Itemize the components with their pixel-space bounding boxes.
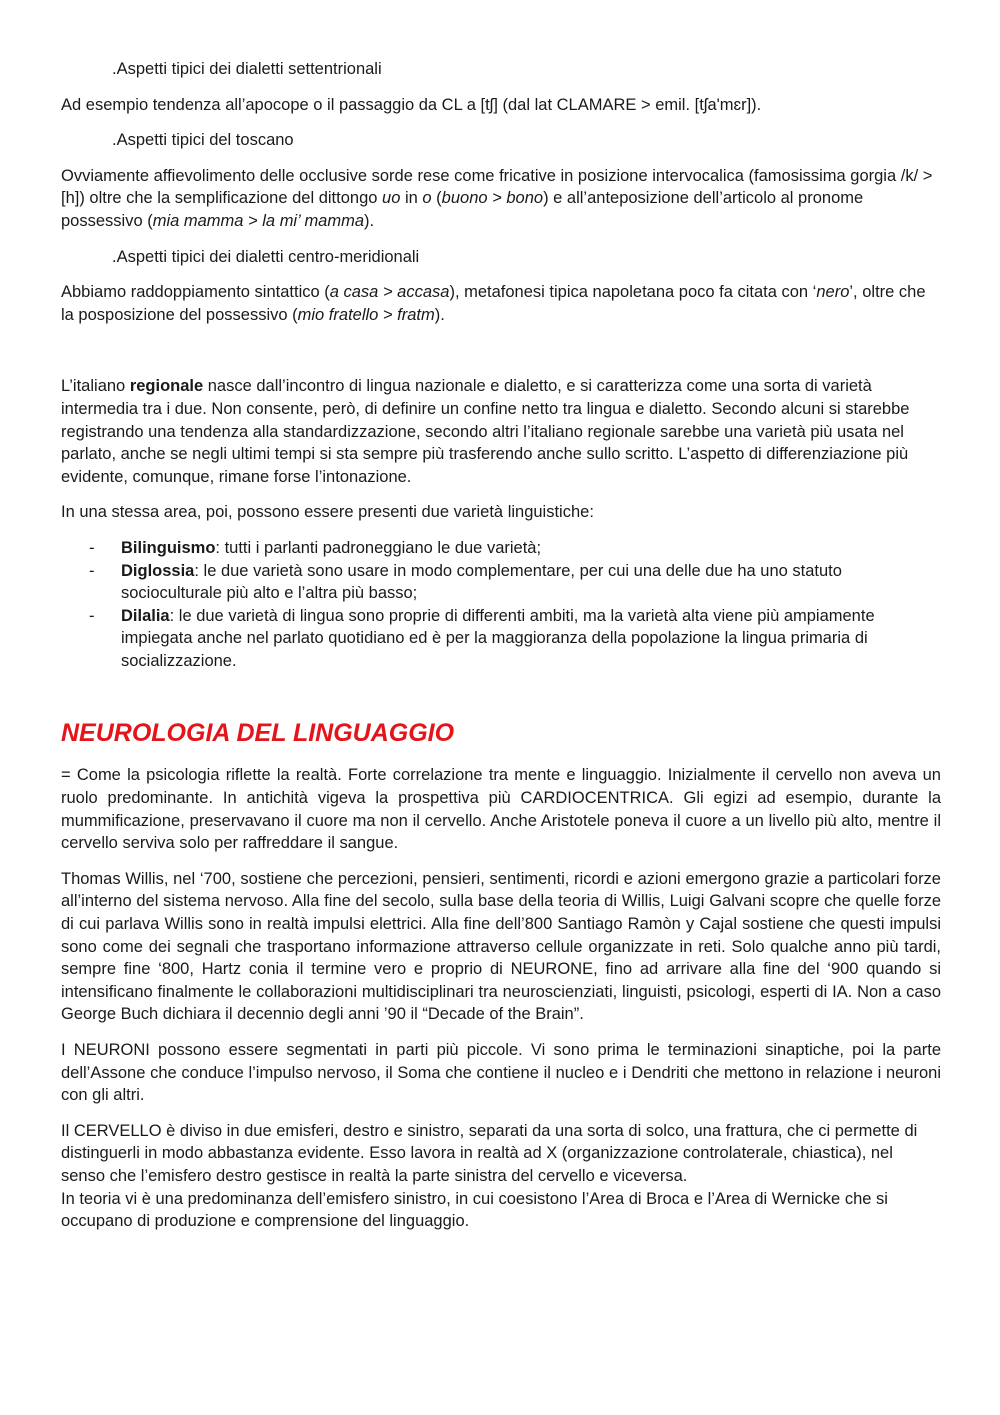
paragraph-varieta-intro: In una stessa area, poi, possono essere presenti due varietà linguistiche:: [61, 503, 594, 522]
text-run: Ovviamente affievolimento delle occlusive sorde rese come fricative in posizione intervocalica (famosissima gorgia /k/ > [h]) oltre che la semplificazione del dittongo: [61, 166, 933, 208]
text-run: ’, oltre che la posposizione del possessivo (: [61, 283, 926, 324]
italic-run: uo: [382, 189, 401, 208]
list-desc: : tutti i parlanti padroneggiano le due varietà;: [215, 538, 542, 557]
list-dash: -: [89, 606, 95, 625]
subheading-settentrionali: .Aspetti tipici dei dialetti settentrionali: [112, 60, 382, 78]
text-run: (: [431, 189, 442, 208]
paragraph-cervello: Il CERVELLO è diviso in due emisferi, destro e sinistro, separati da una sorta di solco, una frattura, che ci permette di distinguerli in modo abbastanza evidente. Esso lavora in realtà ad X (organizzazione controlaterale, chiastica), nel senso che l’emisfero destro gestisce in realtà la parte sinistra del cervello e viceversa.: [61, 1121, 918, 1185]
list-term: Bilinguismo: [121, 538, 216, 557]
italic-run: nero: [816, 283, 850, 302]
document-page: [61, 58, 941, 1246]
paragraph-centro-meridionali: [61, 281, 941, 326]
paragraph-toscano: [61, 165, 941, 233]
text-run: nasce dall’incontro di lingua nazionale e dialetto, e si caratterizza come una sorta di varietà intermedia tra i due. Non consente, però, di definire un confine netto tra lingua e dialetto. Secondo alcuni si starebbe registrando una tendenza alla standardizzazione, secondo altri l’italiano regionale sarebbe una varietà più usata nel parlato, anche se negli ultimi tempi si sta sempre più trasferendo anche sullo scritto. L’aspetto di differenziazione più evidente, comunque, rimane forse l’intonazione.: [61, 377, 910, 486]
list-term: Diglossia: [121, 561, 195, 580]
paragraph-italiano-regionale: [61, 375, 941, 488]
italic-run: a casa > accasa: [329, 283, 450, 302]
list-desc: : le due varietà sono usare in modo complementare, per cui una delle due ha uno statuto socioculturale più alto e l’altra più basso;: [121, 561, 842, 603]
italic-run: buono > bono: [441, 189, 544, 208]
varieta-list: [61, 537, 941, 673]
text-run: Abbiamo raddoppiamento sintattico (: [61, 283, 330, 302]
text-run: in: [400, 189, 423, 208]
list-term: Dilalia: [121, 606, 170, 625]
paragraph-neuroni: I NEURONI possono essere segmentati in parti più piccole. Vi sono prima le terminazioni sinaptiche, poi la parte dell’Assone che conduce l’impulso nervoso, il Soma che contiene il nucleo e i Dendriti che mettono in relazione i neuroni con gli altri.: [61, 1041, 941, 1105]
text-run: L’italiano: [61, 377, 130, 396]
section-title-neurologia: NEUROLOGIA DEL LINGUAGGIO: [61, 719, 455, 748]
bold-term: regionale: [129, 377, 204, 396]
list-item-diglossia: [61, 560, 941, 605]
list-dash: -: [89, 561, 95, 580]
italic-run: o: [422, 189, 432, 208]
italic-run: mio fratello > fratm: [297, 305, 435, 324]
spacer: [61, 339, 941, 375]
paragraph-neuro-storia: Thomas Willis, nel ‘700, sostiene che percezioni, pensieri, sentimenti, ricordi e azioni emergono grazie a particolari forze all’interno del sistema nervoso. Alla fine del secolo, sulla base della teoria di Willis, Luigi Galvani scopre che quelle forze di cui parlava Willis sono in realtà impulsi elettrici. Alla fine dell’800 Santiago Ramòn y Cajal sostiene che questi impulsi sono come dei segnali che trasportano informazione attraverso cellule organizzate in reti. Solo qualche anno più tardi, sempre fine ‘800, Hartz conia il termine vero e proprio di NEURONE, fino ad arrivare alla fine del ‘900 quando si intensificano finalmente le collaborazioni multidisciplinari tra neuroscienziati, linguisti, psicologi, esperti di IA. Non a caso George Buch dichiara il decennio degli anni ’90 il “Decade of the Brain”.: [61, 869, 941, 1024]
paragraph-settentrionali: Ad esempio tendenza all’apocope o il passaggio da CL a [tʃ] (dal lat CLAMARE > emil. [tʃa'mɛr]).: [61, 95, 762, 114]
text-run: ) e all’anteposizione dell’articolo al pronome possessivo (: [61, 189, 864, 230]
spacer: [61, 685, 941, 718]
text-run: ), metafonesi tipica napoletana poco fa citata con ‘: [449, 283, 817, 302]
paragraph-emisfero-sinistro: In teoria vi è una predominanza dell’emisfero sinistro, in cui coesistono l’Area di Broca e l’Area di Wernicke che si occupano di produzione e comprensione del linguaggio.: [61, 1189, 888, 1231]
subheading-toscano: .Aspetti tipici del toscano: [112, 131, 294, 150]
list-item-dilalia: [61, 605, 941, 673]
list-desc: : le due varietà di lingua sono proprie di differenti ambiti, ma la varietà alta viene più ampiamente impiegata anche nel parlato quotidiano ed è per la maggioranza della popolazione la lingua primaria di socializzazione.: [121, 606, 875, 670]
text-run: ).: [434, 305, 445, 324]
paragraph-neuro-intro: = Come la psicologia riflette la realtà. Forte correlazione tra mente e linguaggio. Inizialmente il cervello non aveva un ruolo predominante. In antichità vigeva la prospettiva più CARDIOCENTRICA. Gli egizi ad esempio, durante la mummificazione, preservavano il cuore ma non il cervello. Anche Aristotele poneva il cuore a un livello più alto, mentre il cervello serviva solo per raffreddare il sangue.: [61, 766, 941, 853]
list-dash: -: [89, 538, 95, 557]
subheading-centro-meridionali: .Aspetti tipici dei dialetti centro-meridionali: [112, 247, 420, 266]
list-item-bilinguismo: [61, 537, 941, 560]
italic-run: mia mamma > la mi’ mamma: [152, 211, 365, 230]
text-run: ).: [364, 211, 375, 230]
